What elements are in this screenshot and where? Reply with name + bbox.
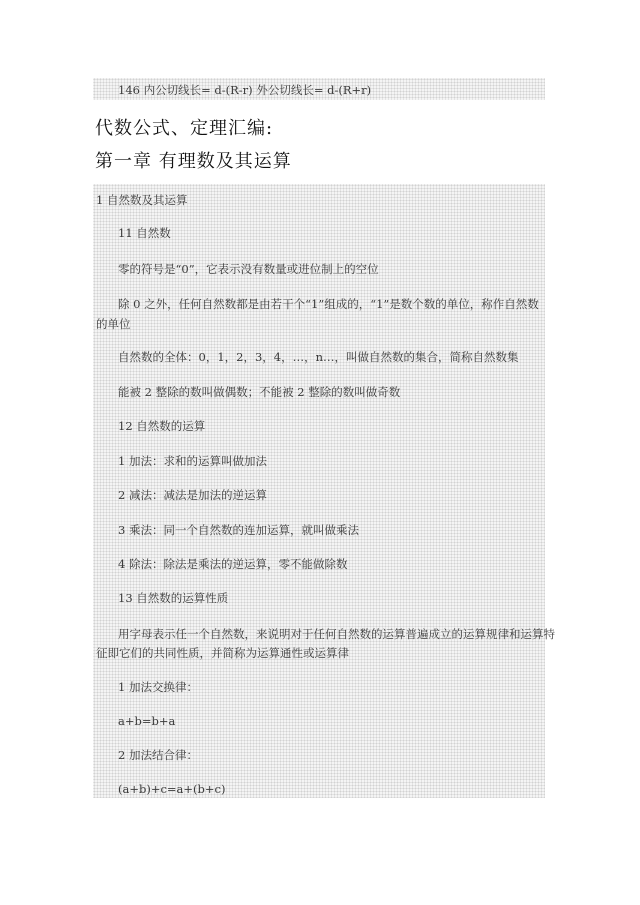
paragraph-line: 自然数的全体：0，1，2，3，4，…，n…，叫做自然数的集合，简称自然数集 xyxy=(118,350,519,364)
list-item: 3 乘法：同一个自然数的连加运算，就叫做乘法 xyxy=(118,523,359,537)
paragraph-line: 用字母表示任一个自然数，来说明对于任何自然数的运算普遍成立的运算规律和运算特 xyxy=(118,627,555,641)
list-item: 1 加法交换律： xyxy=(118,680,198,694)
subsection-heading: 11 自然数 xyxy=(118,226,171,240)
chapter-heading: 第一章 有理数及其运算 xyxy=(95,151,292,172)
list-item: 1 加法：求和的运算叫做加法 xyxy=(118,454,267,468)
paragraph-line: 零的符号是“0”，它表示没有数量或进位制上的空位 xyxy=(118,262,379,276)
subsection-heading: 12 自然数的运算 xyxy=(118,419,206,433)
list-item: 2 加法结合律： xyxy=(118,748,198,762)
paragraph-line: 能被 2 整除的数叫做偶数；不能被 2 整除的数叫做奇数 xyxy=(118,385,401,399)
list-item: 2 减法：减法是加法的逆运算 xyxy=(118,488,267,502)
list-item: 4 除法：除法是乘法的逆运算，零不能做除数 xyxy=(118,557,348,571)
subsection-heading: 13 自然数的运算性质 xyxy=(118,591,229,605)
document-title: 代数公式、定理汇编: xyxy=(95,118,274,139)
top-formula-line: 146 内公切线长= d-(R-r) 外公切线长= d-(R+r) xyxy=(118,83,372,97)
section-heading: 1 自然数及其运算 xyxy=(96,193,188,207)
paragraph-line: 征即它们的共同性质，并简称为运算通性或运算律 xyxy=(96,646,349,660)
formula-line: (a+b)+c=a+(b+c) xyxy=(118,782,226,796)
paragraph-line: 除 0 之外，任何自然数都是由若干个“1”组成的，“1”是数个数的单位，称作自然数 xyxy=(118,297,539,311)
paragraph-line: 的单位 xyxy=(96,317,131,331)
formula-line: a+b=b+a xyxy=(118,714,176,728)
